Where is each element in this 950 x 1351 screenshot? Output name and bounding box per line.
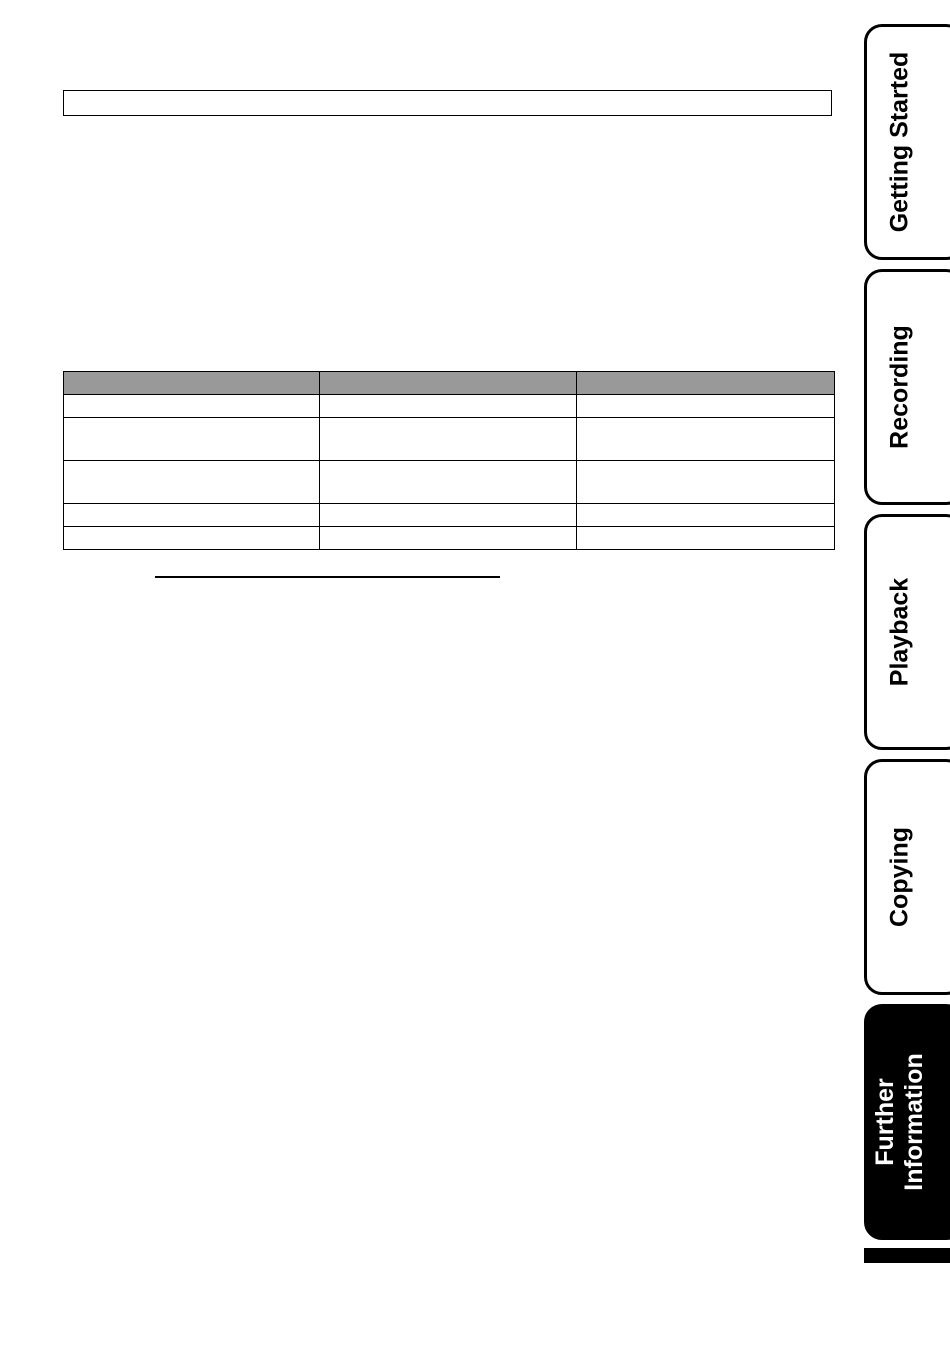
table-cell — [577, 504, 835, 527]
table-cell — [320, 527, 577, 550]
table-cell — [64, 418, 320, 461]
table-header-cell — [320, 372, 577, 395]
tab-getting-started[interactable] — [864, 24, 950, 260]
table-cell — [64, 461, 320, 504]
table-cell — [320, 504, 577, 527]
table-row — [64, 504, 835, 527]
underline-rule — [155, 576, 500, 578]
table-row — [64, 395, 835, 418]
table-cell — [64, 504, 320, 527]
table-cell — [577, 461, 835, 504]
tab-copying[interactable] — [864, 759, 950, 995]
table-header-cell — [64, 372, 320, 395]
tab-further-information[interactable] — [864, 1004, 950, 1240]
tab-label: Recording — [885, 325, 914, 449]
table-cell — [64, 527, 320, 550]
tab-label: Copying — [885, 827, 914, 927]
table-cell — [577, 527, 835, 550]
table-cell — [320, 395, 577, 418]
bottom-bar — [864, 1248, 950, 1263]
table-cell — [577, 418, 835, 461]
table-cell — [577, 395, 835, 418]
header-box — [63, 90, 832, 116]
table-row — [64, 461, 835, 504]
tab-playback[interactable] — [864, 514, 950, 750]
table-header-cell — [577, 372, 835, 395]
table-cell — [64, 395, 320, 418]
table-cell — [320, 418, 577, 461]
tab-label: Further Information — [871, 1053, 928, 1191]
tab-label: Getting Started — [885, 51, 914, 233]
table-row — [64, 418, 835, 461]
table-row — [64, 527, 835, 550]
tab-recording[interactable] — [864, 269, 950, 505]
table-cell — [320, 461, 577, 504]
spec-table — [63, 371, 835, 550]
table-header-row — [64, 372, 835, 395]
tab-label: Playback — [885, 577, 914, 687]
